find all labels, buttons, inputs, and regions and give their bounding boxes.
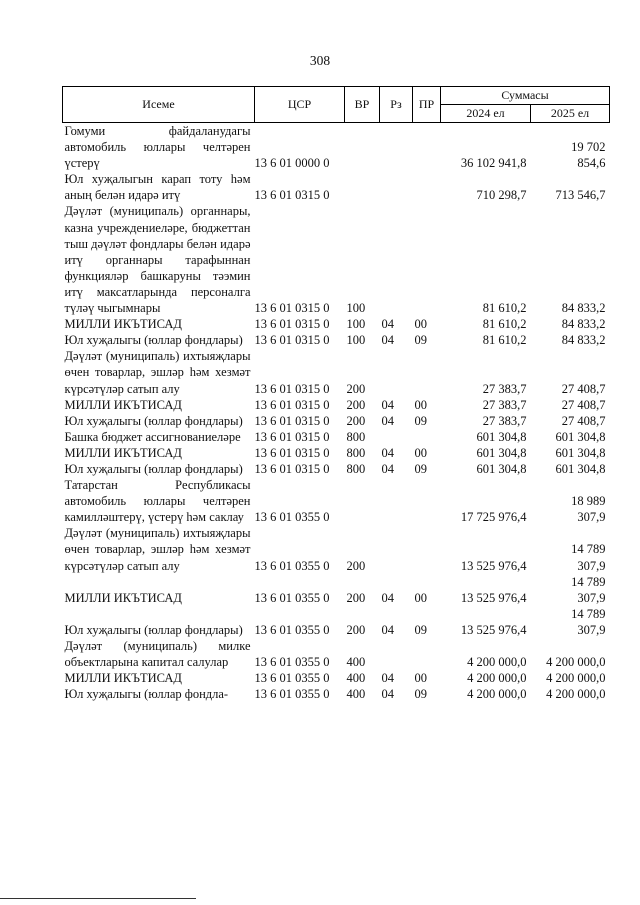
header-rz: Рз (380, 87, 413, 123)
row-rz: 04 (381, 445, 394, 460)
row-pr (413, 477, 441, 525)
row-pr (413, 203, 441, 316)
row-amount-2025: 19 702 854,6 (571, 140, 606, 171)
row-vr: 400 (346, 687, 366, 702)
row-csr: 13 6 01 0355 0 (254, 510, 330, 525)
row-csr: 13 6 01 0315 0 (254, 301, 330, 316)
row-amount-2025: 14 789 307,9 (571, 542, 606, 573)
row-pr: 09 (414, 687, 427, 702)
header-csr: ЦСР (255, 87, 345, 123)
row-amount-2025: 27 408,7 (561, 381, 606, 396)
header-name: Исеме (63, 87, 255, 123)
row-amount-2024: 36 102 941,8 (460, 156, 527, 171)
row-csr: 13 6 01 0315 0 (254, 381, 330, 396)
row-vr: 800 (346, 429, 366, 444)
row-amount-2025: 601 304,8 (555, 445, 606, 460)
row-amount-2024: 13 525 976,4 (460, 558, 527, 573)
header-year-2025: 2025 ел (531, 105, 610, 123)
table-row (63, 316, 610, 332)
table-row (63, 461, 610, 477)
table-row (63, 574, 610, 606)
row-amount-2025: 713 546,7 (555, 188, 606, 203)
row-csr: 13 6 01 0315 0 (254, 429, 330, 444)
row-vr: 200 (346, 397, 366, 412)
row-pr (413, 123, 441, 172)
row-amount-2024: 27 383,7 (482, 397, 527, 412)
row-pr: 00 (414, 671, 427, 686)
table-row (63, 638, 610, 670)
row-amount-2025: 14 789 307,9 (571, 574, 606, 605)
row-vr: 200 (346, 558, 366, 573)
row-name: Башка бюджет ассигнованиеләре (64, 429, 241, 444)
header-sums: Суммасы (441, 87, 610, 105)
row-amount-2024: 601 304,8 (476, 429, 527, 444)
row-csr: 13 6 01 0315 0 (254, 188, 330, 203)
row-pr (413, 171, 441, 203)
row-rz (380, 171, 413, 203)
table-row (63, 670, 610, 686)
row-pr: 00 (414, 445, 427, 460)
row-pr: 09 (414, 333, 427, 348)
row-amount-2025: 4 200 000,0 (546, 687, 606, 702)
table-row (63, 525, 610, 573)
row-csr: 13 6 01 0000 0 (254, 156, 330, 171)
row-pr (413, 429, 441, 445)
row-rz: 04 (381, 461, 394, 476)
row-vr: 400 (346, 655, 366, 670)
row-amount-2024: 81 610,2 (482, 317, 527, 332)
budget-table (62, 86, 610, 702)
table-row (63, 203, 610, 316)
row-name: Юл хуҗалыгы (юллар фондлары) (64, 622, 243, 637)
row-amount-2025: 84 833,2 (561, 333, 606, 348)
row-name: МИЛЛИ ИКЪТИСАД (64, 445, 182, 460)
row-csr: 13 6 01 0315 0 (254, 317, 330, 332)
row-vr: 100 (346, 333, 366, 348)
row-pr: 00 (414, 397, 427, 412)
row-name: Юл хуҗалыгы (юллар фондлары) (64, 413, 243, 428)
row-pr: 00 (414, 317, 427, 332)
row-csr: 13 6 01 0315 0 (254, 397, 330, 412)
row-rz (380, 348, 413, 396)
table-row (63, 171, 610, 203)
row-name: Юл хуҗалыгы (юллар фондлары) (64, 333, 243, 348)
row-name: Татарстан Республикасы автомобиль юллары челтәрен камилләштерү, үстерү һәм саклау (64, 478, 251, 525)
row-csr: 13 6 01 0315 0 (254, 333, 330, 348)
row-rz: 04 (381, 397, 394, 412)
table-header (63, 87, 610, 123)
table-row (63, 413, 610, 429)
table-body (63, 123, 610, 703)
row-amount-2024: 81 610,2 (482, 333, 527, 348)
row-amount-2025: 27 408,7 (561, 397, 606, 412)
table-row (63, 686, 610, 702)
row-pr: 00 (414, 590, 427, 605)
row-rz: 04 (381, 333, 394, 348)
row-amount-2025: 84 833,2 (561, 317, 606, 332)
row-amount-2024: 27 383,7 (482, 413, 527, 428)
page-number: 308 (309, 53, 331, 68)
row-vr: 800 (346, 445, 366, 460)
row-name: Дәүләт (муниципаль) ихтыяҗлары өчен товарлар, эшләр һәм хезмәт күрсәтүләр сатып алу (64, 349, 251, 396)
row-rz: 04 (381, 590, 394, 605)
row-vr: 100 (346, 301, 366, 316)
row-vr: 200 (346, 590, 366, 605)
header-vr: ВР (345, 87, 380, 123)
row-csr: 13 6 01 0355 0 (254, 671, 330, 686)
row-vr: 400 (346, 671, 366, 686)
row-name: МИЛЛИ ИКЪТИСАД (64, 671, 182, 686)
row-vr (345, 477, 380, 525)
table-row (63, 429, 610, 445)
row-amount-2024: 710 298,7 (476, 188, 527, 203)
row-amount-2024: 4 200 000,0 (467, 687, 527, 702)
header-year-2024: 2024 ел (441, 105, 531, 123)
row-name: Дәүләт (муниципаль) милке объектларына капитал салулар (64, 639, 251, 670)
row-vr: 800 (346, 461, 366, 476)
row-csr: 13 6 01 0355 0 (254, 655, 330, 670)
row-csr: 13 6 01 0355 0 (254, 558, 330, 573)
row-pr (413, 525, 441, 573)
row-amount-2025: 84 833,2 (561, 301, 606, 316)
row-name: Юл хуҗалыгы (юллар фондлары) (64, 461, 243, 476)
table-row (63, 332, 610, 348)
row-rz (380, 123, 413, 172)
table-row (63, 123, 610, 172)
row-vr (345, 123, 380, 172)
row-name: Дәүләт (муниципаль) органнары, казна учреждениеләре, бюджеттан тыш дәүләт фондлары белән идарә итү органнары тарафыннан функцияләр башкаруны тәэмин итү максатларында персоналга түләү чыгымнары (64, 204, 251, 316)
row-rz: 04 (381, 671, 394, 686)
row-rz (380, 429, 413, 445)
row-amount-2024: 81 610,2 (482, 301, 527, 316)
row-vr (345, 171, 380, 203)
table-row (63, 606, 610, 638)
row-csr: 13 6 01 0355 0 (254, 590, 330, 605)
row-name: МИЛЛИ ИКЪТИСАД (64, 590, 182, 605)
row-vr: 200 (346, 381, 366, 396)
row-rz: 04 (381, 317, 394, 332)
row-vr: 200 (346, 413, 366, 428)
row-pr: 09 (414, 622, 427, 637)
row-amount-2024: 13 525 976,4 (460, 590, 527, 605)
row-name: МИЛЛИ ИКЪТИСАД (64, 397, 182, 412)
row-rz (380, 203, 413, 316)
row-vr: 100 (346, 317, 366, 332)
row-amount-2024: 17 725 976,4 (460, 510, 527, 525)
row-csr: 13 6 01 0315 0 (254, 461, 330, 476)
row-amount-2024: 13 525 976,4 (460, 622, 527, 637)
row-csr: 13 6 01 0315 0 (254, 413, 330, 428)
table-row (63, 348, 610, 396)
row-name: Юл хуҗалыгын карап тоту һәм аның белән идарә итү (64, 172, 251, 203)
row-pr (413, 348, 441, 396)
row-pr (413, 638, 441, 670)
table-row (63, 397, 610, 413)
row-name: Дәүләт (муниципаль) ихтыяҗлары өчен товарлар, эшләр һәм хезмәт күрсәтүләр сатып алу (64, 526, 251, 573)
row-amount-2025: 601 304,8 (555, 429, 606, 444)
row-amount-2024: 27 383,7 (482, 381, 527, 396)
row-pr: 09 (414, 461, 427, 476)
row-csr: 13 6 01 0355 0 (254, 687, 330, 702)
row-amount-2025: 18 989 307,9 (571, 494, 606, 525)
row-vr: 200 (346, 622, 366, 637)
row-amount-2024: 4 200 000,0 (467, 671, 527, 686)
row-amount-2024: 601 304,8 (476, 461, 527, 476)
header-pr: ПР (413, 87, 441, 123)
footnote-rule (0, 898, 196, 899)
row-pr: 09 (414, 413, 427, 428)
row-rz (380, 638, 413, 670)
table-row (63, 445, 610, 461)
row-amount-2025: 27 408,7 (561, 413, 606, 428)
row-name: МИЛЛИ ИКЪТИСАД (64, 317, 182, 332)
row-amount-2024: 601 304,8 (476, 445, 527, 460)
row-amount-2025: 14 789 307,9 (571, 606, 606, 637)
row-rz (380, 525, 413, 573)
row-rz: 04 (381, 413, 394, 428)
row-name: Гомуми файдаланудагы автомобиль юллары челтәрен үстерү (64, 124, 251, 171)
row-amount-2025: 4 200 000,0 (546, 671, 606, 686)
row-name: Юл хуҗалыгы (юллар фондла- (64, 687, 229, 702)
row-amount-2025: 601 304,8 (555, 461, 606, 476)
row-rz: 04 (381, 622, 394, 637)
row-amount-2024: 4 200 000,0 (467, 655, 527, 670)
row-csr: 13 6 01 0355 0 (254, 622, 330, 637)
row-csr: 13 6 01 0315 0 (254, 445, 330, 460)
table-row (63, 477, 610, 525)
row-rz: 04 (381, 687, 394, 702)
row-rz (380, 477, 413, 525)
row-amount-2025: 4 200 000,0 (546, 655, 606, 670)
